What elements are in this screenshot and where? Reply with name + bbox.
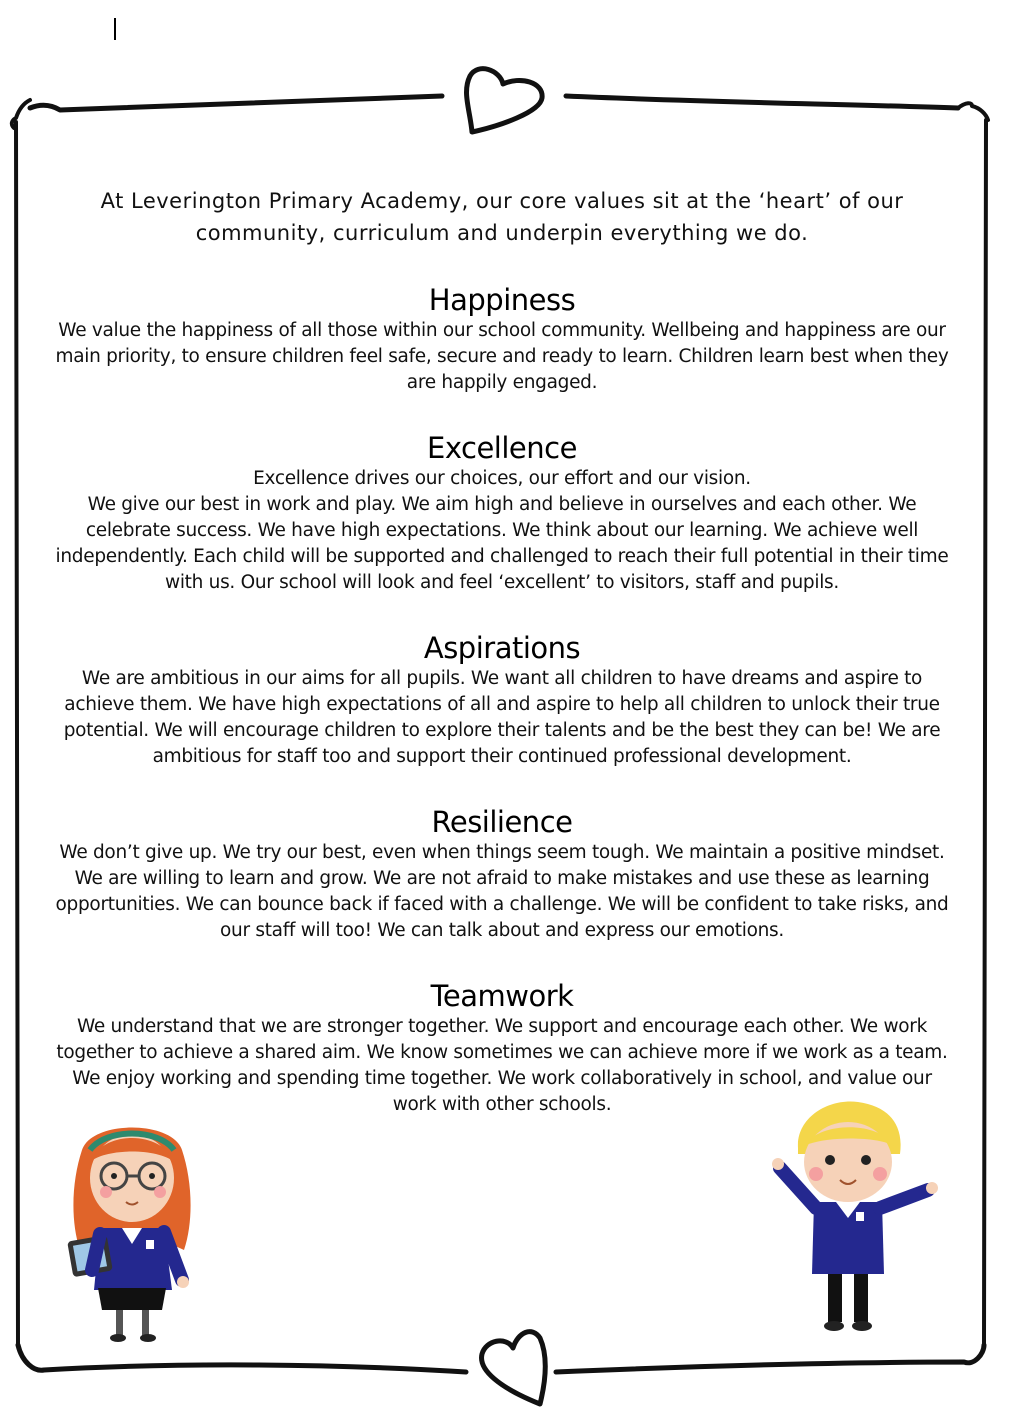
value-description: We are ambitious in our aims for all pupils. We want all children to have dreams and aspire to achieve them. We have high expectations of all and aspire to help all children to unlock their true potential. We will encourage children to explore their talents and be the best they can be! We are ambitious for staff too and support their continued professional development.: [63, 668, 941, 767]
value-heading: Aspirations: [423, 631, 581, 665]
value-description: We give our best in work and play. We aim high and believe in ourselves and each other. We celebrate success. We have high expectations. We think about our learning. We achieve well independently. Each child will be supported and challenged to reach their full potential in their time with us. Our school will look and feel ‘excellent’ to visitors, staff and pupils.: [55, 494, 949, 593]
value-description: We understand that we are stronger together. We support and encourage each other. We work together to achieve a shared aim. We know sometimes we can achieve more if we work as a team. We enjoy working and spending time together. We work collaboratively in school, and value our work with other schools.: [56, 1016, 948, 1115]
value-heading: Happiness: [428, 283, 576, 317]
value-section-excellence: [55, 430, 949, 596]
value-section-happiness: [55, 282, 949, 396]
boy-pupil-illustration: [768, 1098, 944, 1338]
value-description: We don’t give up. We try our best, even when things seem tough. We maintain a positive mindset. We are willing to learn and grow. We are not afraid to make mistakes and use these as learning opportunities. We can bounce back if faced with a challenge. We will be confident to take risks, and our staff will too! We can talk about and express our emotions.: [55, 842, 949, 941]
value-section-aspirations: [55, 630, 949, 770]
girl-pupil-illustration: [62, 1110, 202, 1350]
intro-paragraph: At Leverington Primary Academy, our core values sit at the ‘heart’ of our community, curriculum and underpin everything we do.: [100, 189, 904, 245]
value-tagline: Excellence drives our choices, our effort and our vision.: [253, 468, 751, 489]
value-heading: Teamwork: [430, 979, 574, 1013]
value-section-resilience: [55, 804, 949, 944]
value-heading: Excellence: [427, 431, 577, 465]
value-description: We value the happiness of all those within our school community. Wellbeing and happiness are our main priority, to ensure children feel safe, secure and ready to learn. Children learn best when they are happily engaged.: [55, 320, 949, 393]
value-heading: Resilience: [431, 805, 573, 839]
value-section-teamwork: [55, 978, 949, 1118]
